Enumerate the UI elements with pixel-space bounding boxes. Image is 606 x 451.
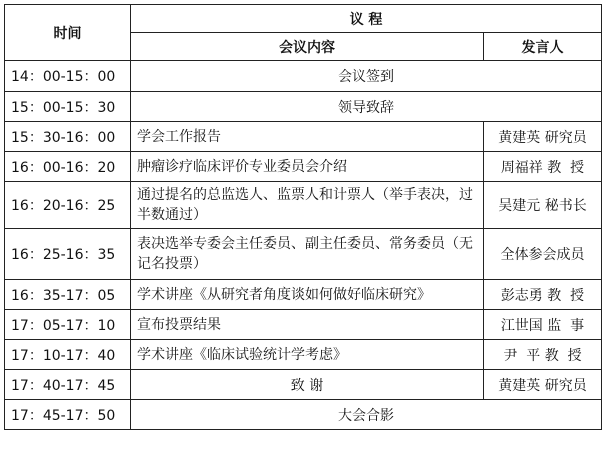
- content-cell: 肿瘤诊疗临床评价专业委员会介绍: [131, 152, 484, 182]
- content-cell: 大会合影: [131, 400, 602, 430]
- speaker-cell: 吴建元 秘书长: [484, 182, 602, 229]
- content-cell: 表决选举专委会主任委员、副主任委员、常务委员（无记名投票）: [131, 229, 484, 280]
- table-row: [5, 122, 602, 152]
- content-header: 会议内容: [131, 33, 484, 61]
- speaker-cell: 周福祥 教 授: [484, 152, 602, 182]
- time-cell: 16：20-16：25: [5, 182, 131, 229]
- content-cell: 致 谢: [131, 370, 484, 400]
- table-row: [5, 61, 602, 92]
- header-row: [5, 5, 602, 33]
- table-row: [5, 229, 602, 280]
- content-cell: 学术讲座《从研究者角度谈如何做好临床研究》: [131, 280, 484, 310]
- speaker-header: 发言人: [484, 33, 602, 61]
- table-row: [5, 152, 602, 182]
- time-cell: 17：40-17：45: [5, 370, 131, 400]
- time-cell: 16：25-16：35: [5, 229, 131, 280]
- content-cell: 宣布投票结果: [131, 310, 484, 340]
- time-cell: 17：05-17：10: [5, 310, 131, 340]
- time-cell: 17：45-17：50: [5, 400, 131, 430]
- speaker-cell: 黄建英 研究员: [484, 370, 602, 400]
- content-cell: 会议签到: [131, 61, 602, 92]
- speaker-cell: 江世国 监 事: [484, 310, 602, 340]
- time-cell: 15：00-15：30: [5, 92, 131, 122]
- speaker-cell: 全体参会成员: [484, 229, 602, 280]
- table-row: [5, 370, 602, 400]
- agenda-header: 议 程: [131, 5, 602, 33]
- time-cell: 16：35-17：05: [5, 280, 131, 310]
- content-cell: 学会工作报告: [131, 122, 484, 152]
- agenda-table: [4, 4, 602, 430]
- content-cell: 领导致辞: [131, 92, 602, 122]
- time-cell: 15：30-16：00: [5, 122, 131, 152]
- table-row: [5, 182, 602, 229]
- table-row: [5, 400, 602, 430]
- content-cell: 学术讲座《临床试验统计学考虑》: [131, 340, 484, 370]
- table-row: [5, 280, 602, 310]
- table-row: [5, 92, 602, 122]
- speaker-cell: 黄建英 研究员: [484, 122, 602, 152]
- table-row: [5, 340, 602, 370]
- time-header: 时间: [5, 5, 131, 61]
- content-cell: 通过提名的总监选人、监票人和计票人（举手表决，过半数通过）: [131, 182, 484, 229]
- time-cell: 14：00-15：00: [5, 61, 131, 92]
- time-cell: 17：10-17：40: [5, 340, 131, 370]
- speaker-cell: 彭志勇 教 授: [484, 280, 602, 310]
- table-row: [5, 310, 602, 340]
- time-cell: 16：00-16：20: [5, 152, 131, 182]
- speaker-cell: 尹 平 教 授: [484, 340, 602, 370]
